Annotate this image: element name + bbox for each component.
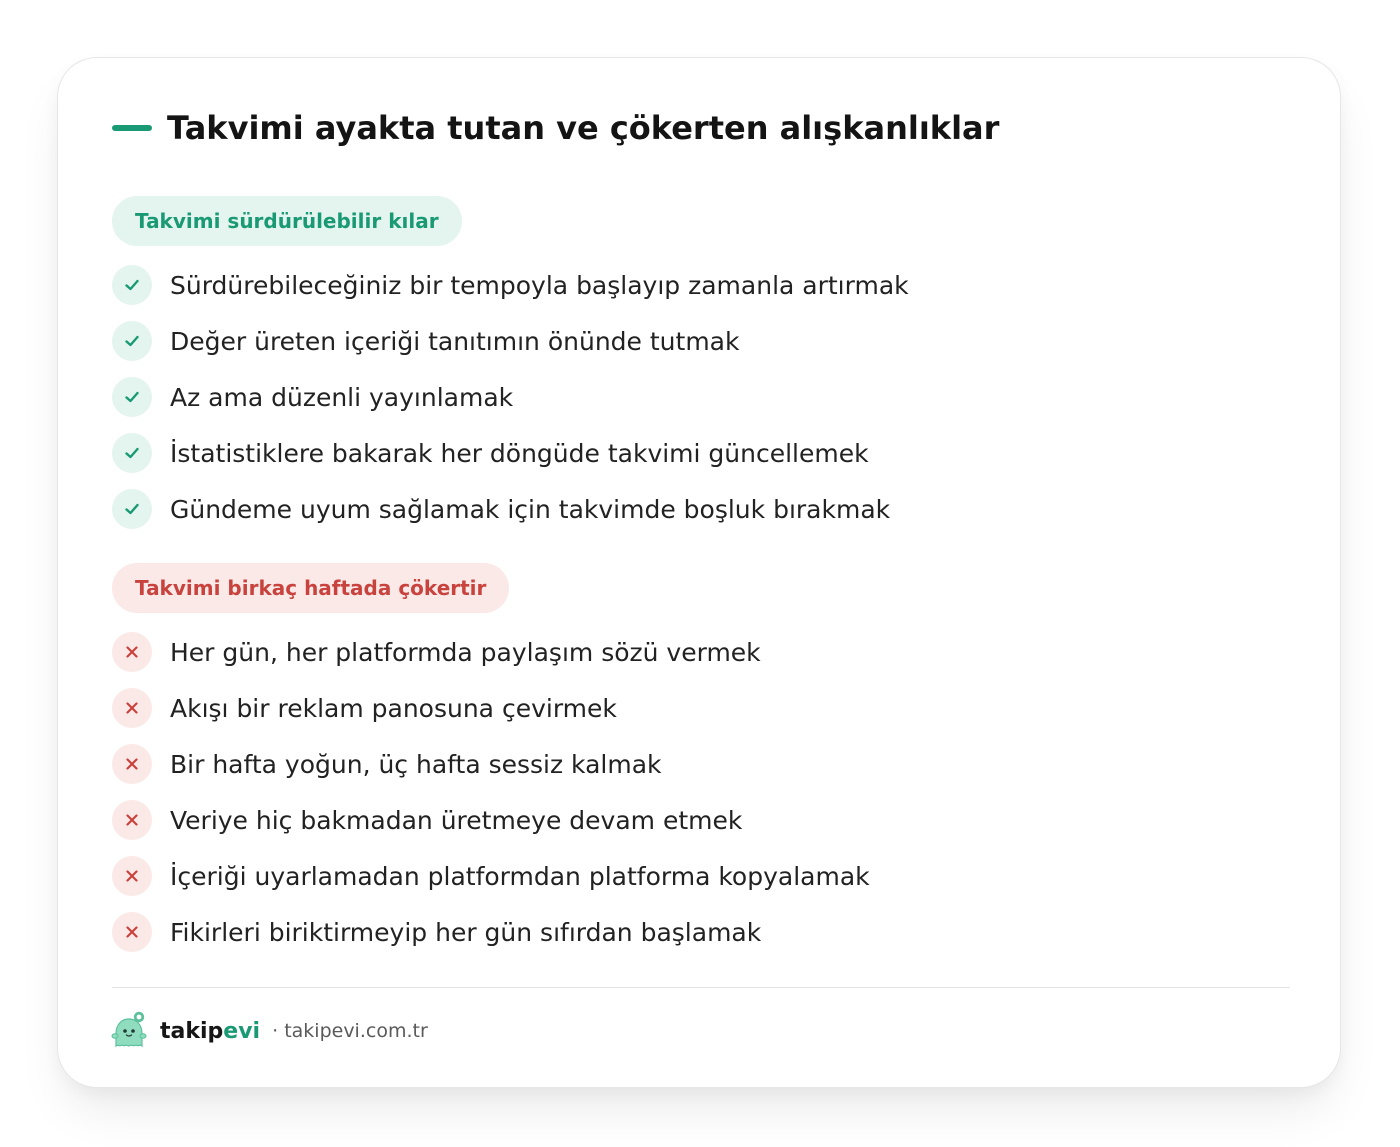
title-accent-bar xyxy=(112,125,152,131)
footer xyxy=(110,1008,428,1054)
cross-icon xyxy=(112,856,152,896)
bad-habit-item xyxy=(112,856,870,896)
bad-habit-item xyxy=(112,688,870,728)
site-domain: · takipevi.com.tr xyxy=(272,1020,428,1042)
good-habit-text: Az ama düzenli yayınlamak xyxy=(170,382,514,412)
section-label-bad: Takvimi birkaç haftada çökertir xyxy=(112,563,509,613)
bad-habit-item xyxy=(112,744,870,784)
bad-habit-item xyxy=(112,912,870,952)
good-habit-text: Sürdürebileceğiniz bir tempoyla başlayıp zamanla artırmak xyxy=(170,270,909,300)
cross-icon xyxy=(112,744,152,784)
check-icon xyxy=(112,377,152,417)
section-label-good: Takvimi sürdürülebilir kılar xyxy=(112,196,462,246)
good-habit-text: İstatistiklere bakarak her döngüde takvimi güncellemek xyxy=(170,438,869,468)
cross-icon xyxy=(112,632,152,672)
cross-icon xyxy=(112,800,152,840)
good-habit-item xyxy=(112,377,909,417)
check-icon xyxy=(112,265,152,305)
check-icon xyxy=(112,489,152,529)
brand-name xyxy=(160,1019,260,1044)
good-habit-text: Değer üreten içeriği tanıtımın önünde tutmak xyxy=(170,326,740,356)
bad-habit-item xyxy=(112,632,870,672)
good-habits-list xyxy=(112,265,909,545)
good-habit-item xyxy=(112,433,909,473)
footer-divider xyxy=(112,987,1290,988)
bad-habit-text: İçeriği uyarlamadan platformdan platforma kopyalamak xyxy=(170,861,870,891)
habits-card xyxy=(57,57,1341,1088)
good-habit-item xyxy=(112,489,909,529)
good-habit-item xyxy=(112,321,909,361)
cross-icon xyxy=(112,912,152,952)
check-icon xyxy=(112,433,152,473)
bad-habit-text: Bir hafta yoğun, üç hafta sessiz kalmak xyxy=(170,749,662,779)
good-habit-item xyxy=(112,265,909,305)
brand-name-accent: evi xyxy=(223,1018,261,1044)
bad-habit-text: Her gün, her platformda paylaşım sözü vermek xyxy=(170,637,761,667)
brand-name-main: takip xyxy=(160,1018,224,1044)
bad-habit-text: Akışı bir reklam panosuna çevirmek xyxy=(170,693,617,723)
page-title: Takvimi ayakta tutan ve çökerten alışkanlıklar xyxy=(167,109,1000,147)
ghost-mascot-icon xyxy=(110,1010,148,1052)
check-icon xyxy=(112,321,152,361)
bad-habits-list xyxy=(112,632,870,968)
cross-icon xyxy=(112,688,152,728)
bad-habit-text: Fikirleri biriktirmeyip her gün sıfırdan başlamak xyxy=(170,917,762,947)
title-row xyxy=(112,106,999,150)
bad-habit-item xyxy=(112,800,870,840)
good-habit-text: Gündeme uyum sağlamak için takvimde boşluk bırakmak xyxy=(170,494,891,524)
bad-habit-text: Veriye hiç bakmadan üretmeye devam etmek xyxy=(170,805,743,835)
